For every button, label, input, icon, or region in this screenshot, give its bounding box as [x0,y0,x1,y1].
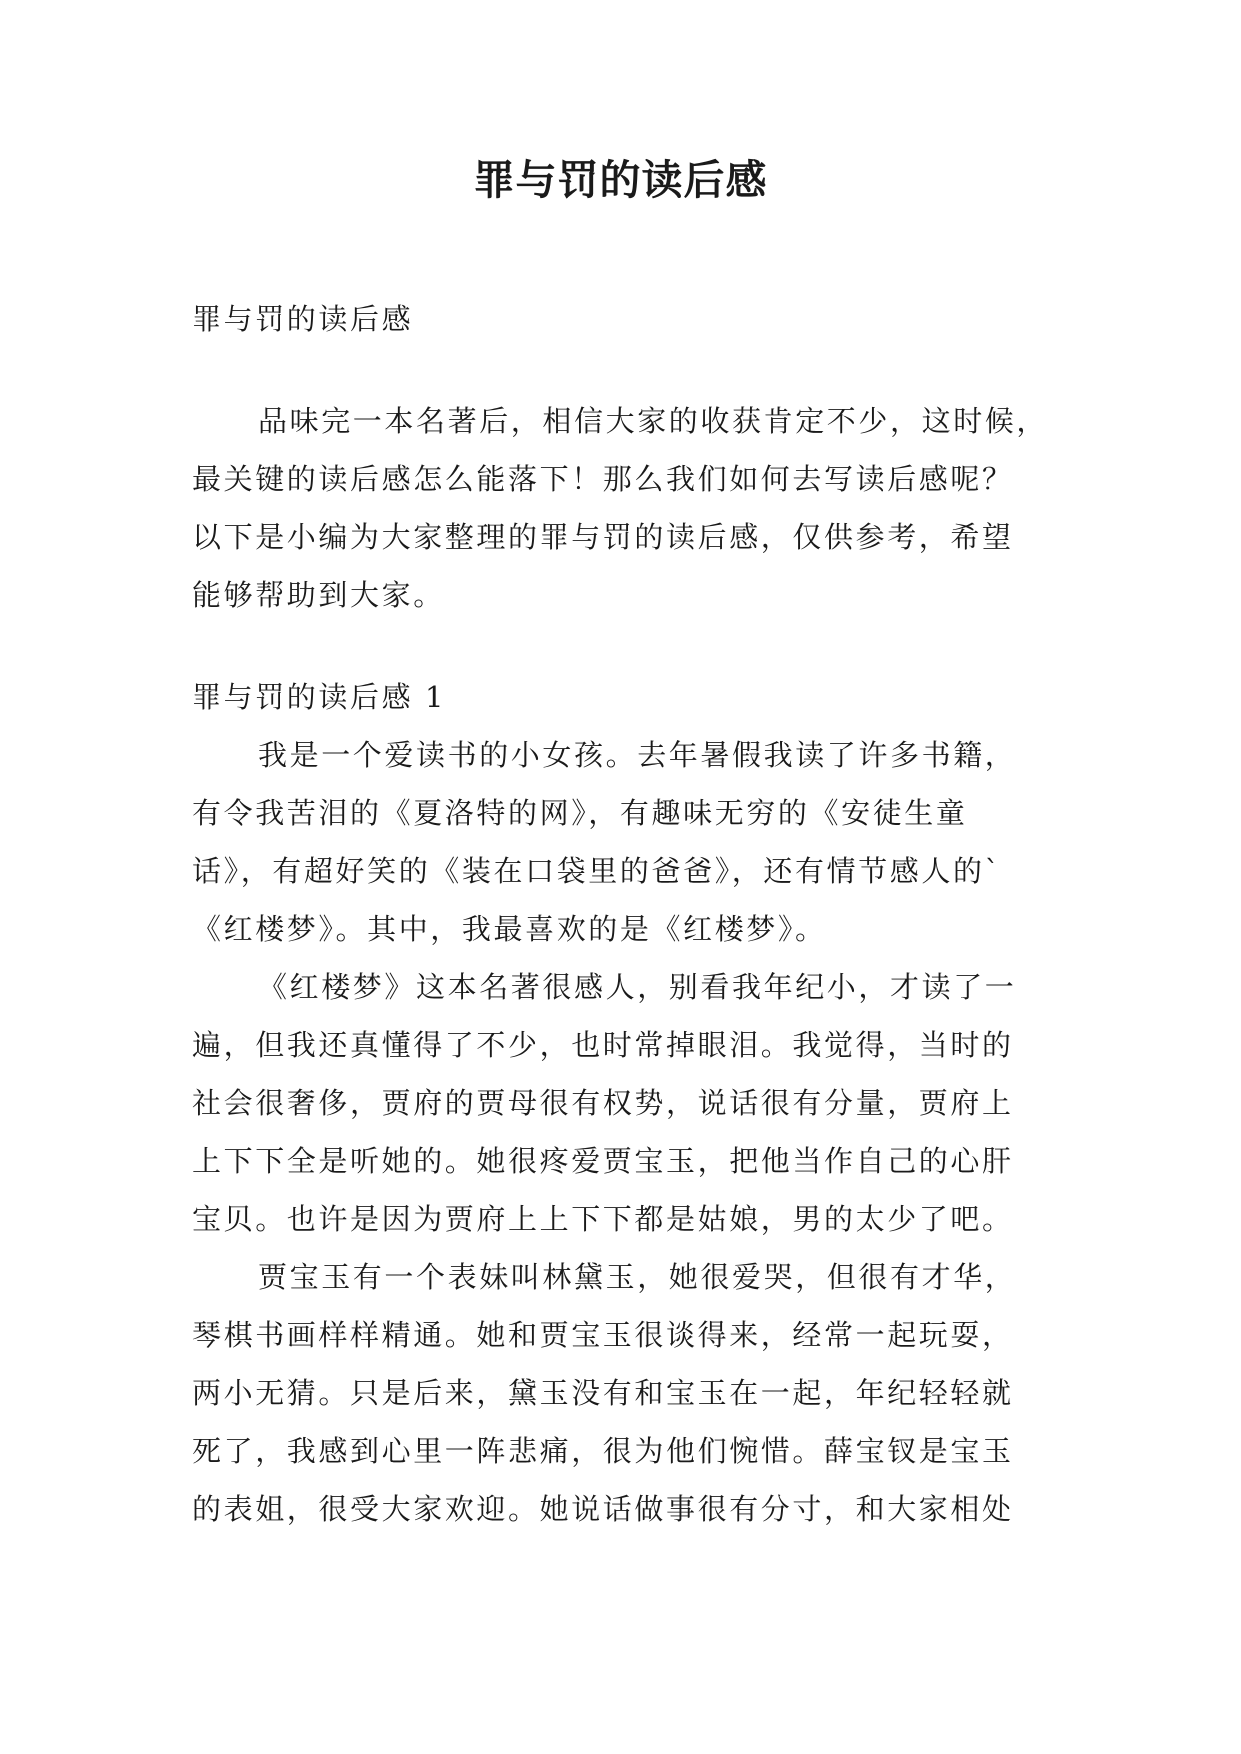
body-line: 的表姐，很受大家欢迎。她说话做事很有分寸，和大家相处 [192,1492,1014,1526]
document-title: 罪与罚的读后感 [473,156,768,204]
body-line: 《红楼梦》这本名著很感人，别看我年纪小，才读了一 [258,970,1017,1004]
body-line: 话》，有超好笑的《装在口袋里的爸爸》，还有情节感人的` [192,854,1002,888]
body-text [192,726,1064,1538]
intro-line: 最关键的读后感怎么能落下！那么我们如何去写读后感呢？ [192,462,1014,496]
body-line: 我是一个爱读书的小女孩。去年暑假我读了许多书籍， [258,738,1017,772]
body-line: 死了，我感到心里一阵悲痛，很为他们惋惜。薛宝钗是宝玉 [192,1434,1014,1468]
body-line: 《红楼梦》。其中，我最喜欢的是《红楼梦》。 [192,912,827,946]
body-line: 上下下全是听她的。她很疼爱贾宝玉，把他当作自己的心肝 [192,1144,1014,1178]
spacer [192,348,1064,392]
intro-paragraph [192,392,1064,624]
body-line: 有令我苦泪的《夏洛特的网》，有趣味无穷的《安徒生童 [192,796,968,830]
body-line: 两小无猜。只是后来，黛玉没有和宝玉在一起，年纪轻轻就 [192,1376,1014,1410]
document-subtitle: 罪与罚的读后感 [192,302,414,336]
body-line: 宝贝。也许是因为贾府上上下下都是姑娘，男的太少了吧。 [192,1202,1014,1236]
body-line: 琴棋书画样样精通。她和贾宝玉很谈得来，经常一起玩耍， [192,1318,1014,1352]
intro-line: 以下是小编为大家整理的罪与罚的读后感，仅供参考，希望 [192,520,1014,554]
body-line: 社会很奢侈，贾府的贾母很有权势，说话很有分量，贾府上 [192,1086,1014,1120]
section-heading: 罪与罚的读后感 1 [192,680,447,714]
document-body [192,290,1064,1538]
body-line: 遍，但我还真懂得了不少，也时常掉眼泪。我觉得，当时的 [192,1028,1014,1062]
body-line: 贾宝玉有一个表妹叫林黛玉，她很爱哭，但很有才华， [258,1260,1017,1294]
spacer [192,624,1064,668]
intro-line: 品味完一本名著后，相信大家的收获肯定不少，这时候， [258,404,1049,438]
intro-line: 能够帮助到大家。 [192,578,445,612]
